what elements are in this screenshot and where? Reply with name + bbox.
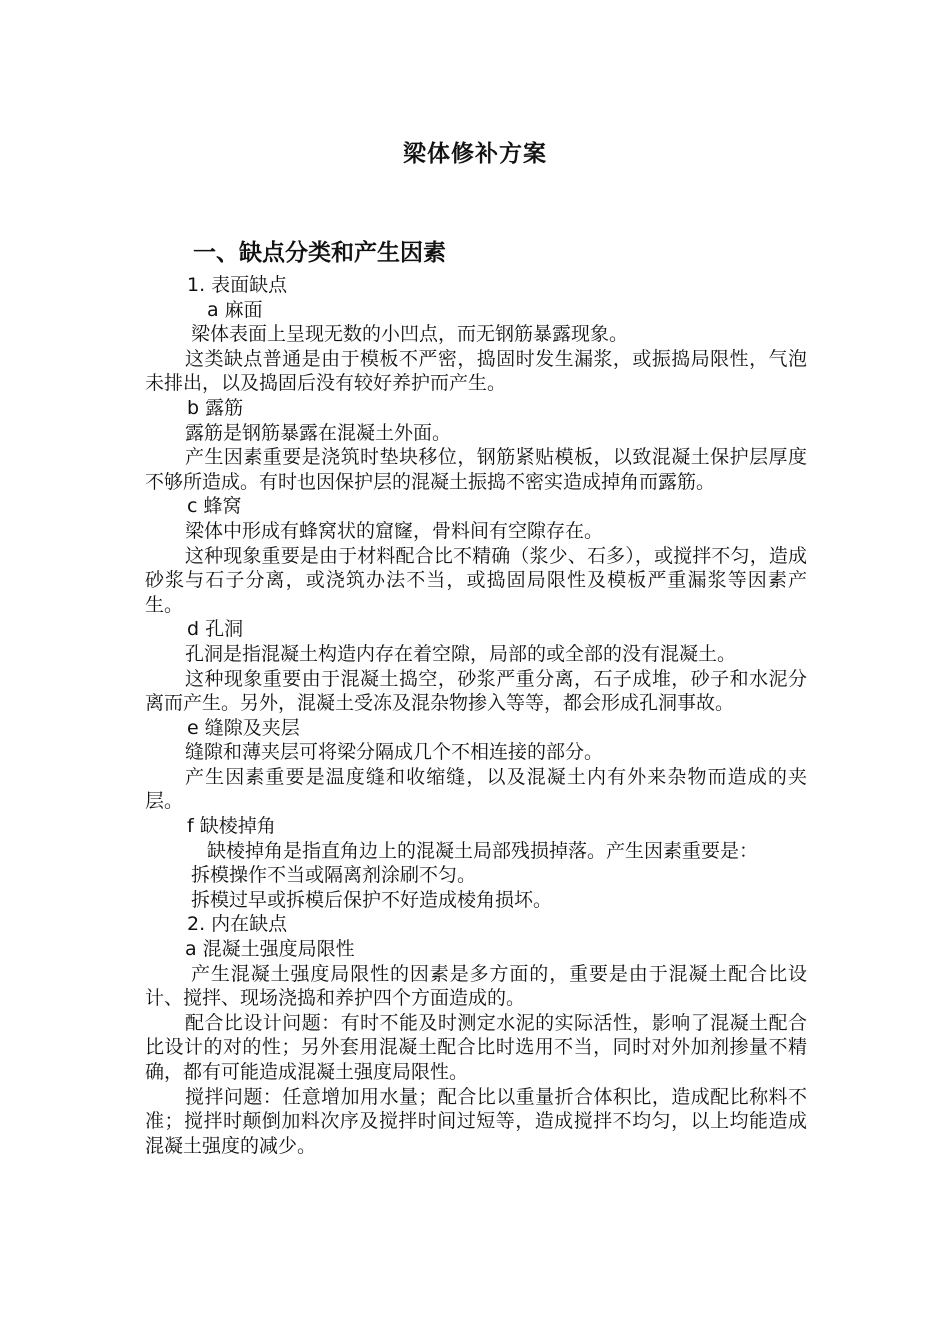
paragraph: a 混凝土强度局限性 [185, 938, 355, 961]
paragraph: e 缝隙及夹层 [187, 716, 300, 739]
paragraph: 缺棱掉角是指直角边上的混凝土局部残损掉落。产生因素重要是： [207, 839, 759, 862]
paragraph: 梁体中形成有蜂窝状的窟窿，骨料间有空隙存在。 [185, 519, 604, 542]
paragraph: 拆模过早或拆模后保护不好造成棱角损坏。 [191, 888, 553, 911]
paragraph: 露筋是钢筋暴露在混凝土外面。 [185, 421, 452, 444]
section-heading: 一、缺点分类和产生因素 [193, 240, 446, 266]
paragraph: a 麻面 [207, 298, 263, 321]
paragraph: 缝隙和薄夹层可将梁分隔成几个不相连接的部分。 [185, 741, 604, 764]
document-title: 梁体修补方案 [403, 141, 547, 167]
paragraph: b 露筋 [187, 396, 244, 419]
paragraph: 2. 内在缺点 [187, 913, 288, 936]
paragraph: 配合比设计问题：有时不能及时测定水泥的实际活性，影响了混凝土配合比设计的对的性；另外套用混凝土配合比时选用不当，同时对外加剂掺量不精确，都有可能造成混凝土强度局限性。 [145, 1011, 807, 1083]
paragraph: f 缺棱掉角 [187, 815, 276, 838]
paragraph: 产生因素重要是温度缝和收缩缝，以及混凝土内有外来杂物而造成的夹层。 [145, 765, 807, 813]
paragraph: 产生混凝土强度局限性的因素是多方面的，重要是由于混凝土配合比设计、搅拌、现场浇捣和养护四个方面造成的。 [145, 962, 807, 1010]
paragraph: c 蜂窝 [187, 495, 242, 518]
document-body [145, 273, 807, 1158]
paragraph: 这类缺点普通是由于模板不严密，捣固时发生漏浆，或振捣局限性，气泡未排出，以及捣固后没有较好养护而产生。 [145, 347, 807, 395]
paragraph: 梁体表面上呈现无数的小凹点，而无钢筋暴露现象。 [191, 323, 629, 346]
paragraph: 孔洞是指混凝土构造内存在着空隙，局部的或全部的没有混凝土。 [185, 642, 737, 665]
paragraph: 这种现象重要是由于材料配合比不精确（浆少、石多），或搅拌不匀，造成砂浆与石子分离，或浇筑办法不当，或捣固局限性及模板严重漏浆等因素产生。 [145, 544, 807, 616]
paragraph: 这种现象重要由于混凝土捣空，砂浆严重分离，石子成堆，砂子和水泥分离而产生。另外，混凝土受冻及混杂物掺入等等，都会形成孔洞事故。 [145, 667, 807, 715]
paragraph: 产生因素重要是浇筑时垫块移位，钢筋紧贴模板，以致混凝土保护层厚度不够所造成。有时也因保护层的混凝土振捣不密实造成掉角而露筋。 [145, 446, 807, 493]
paragraph: 拆模操作不当或隔离剂涂刷不匀。 [191, 864, 477, 887]
paragraph: 1. 表面缺点 [187, 274, 288, 296]
paragraph: d 孔洞 [187, 618, 244, 641]
paragraph: 搅拌问题：任意增加用水量；配合比以重量折合体积比，造成配比称料不准；搅拌时颠倒加料次序及搅拌时间过短等，造成搅拌不均匀，以上均能造成混凝土强度的减少。 [145, 1085, 807, 1157]
